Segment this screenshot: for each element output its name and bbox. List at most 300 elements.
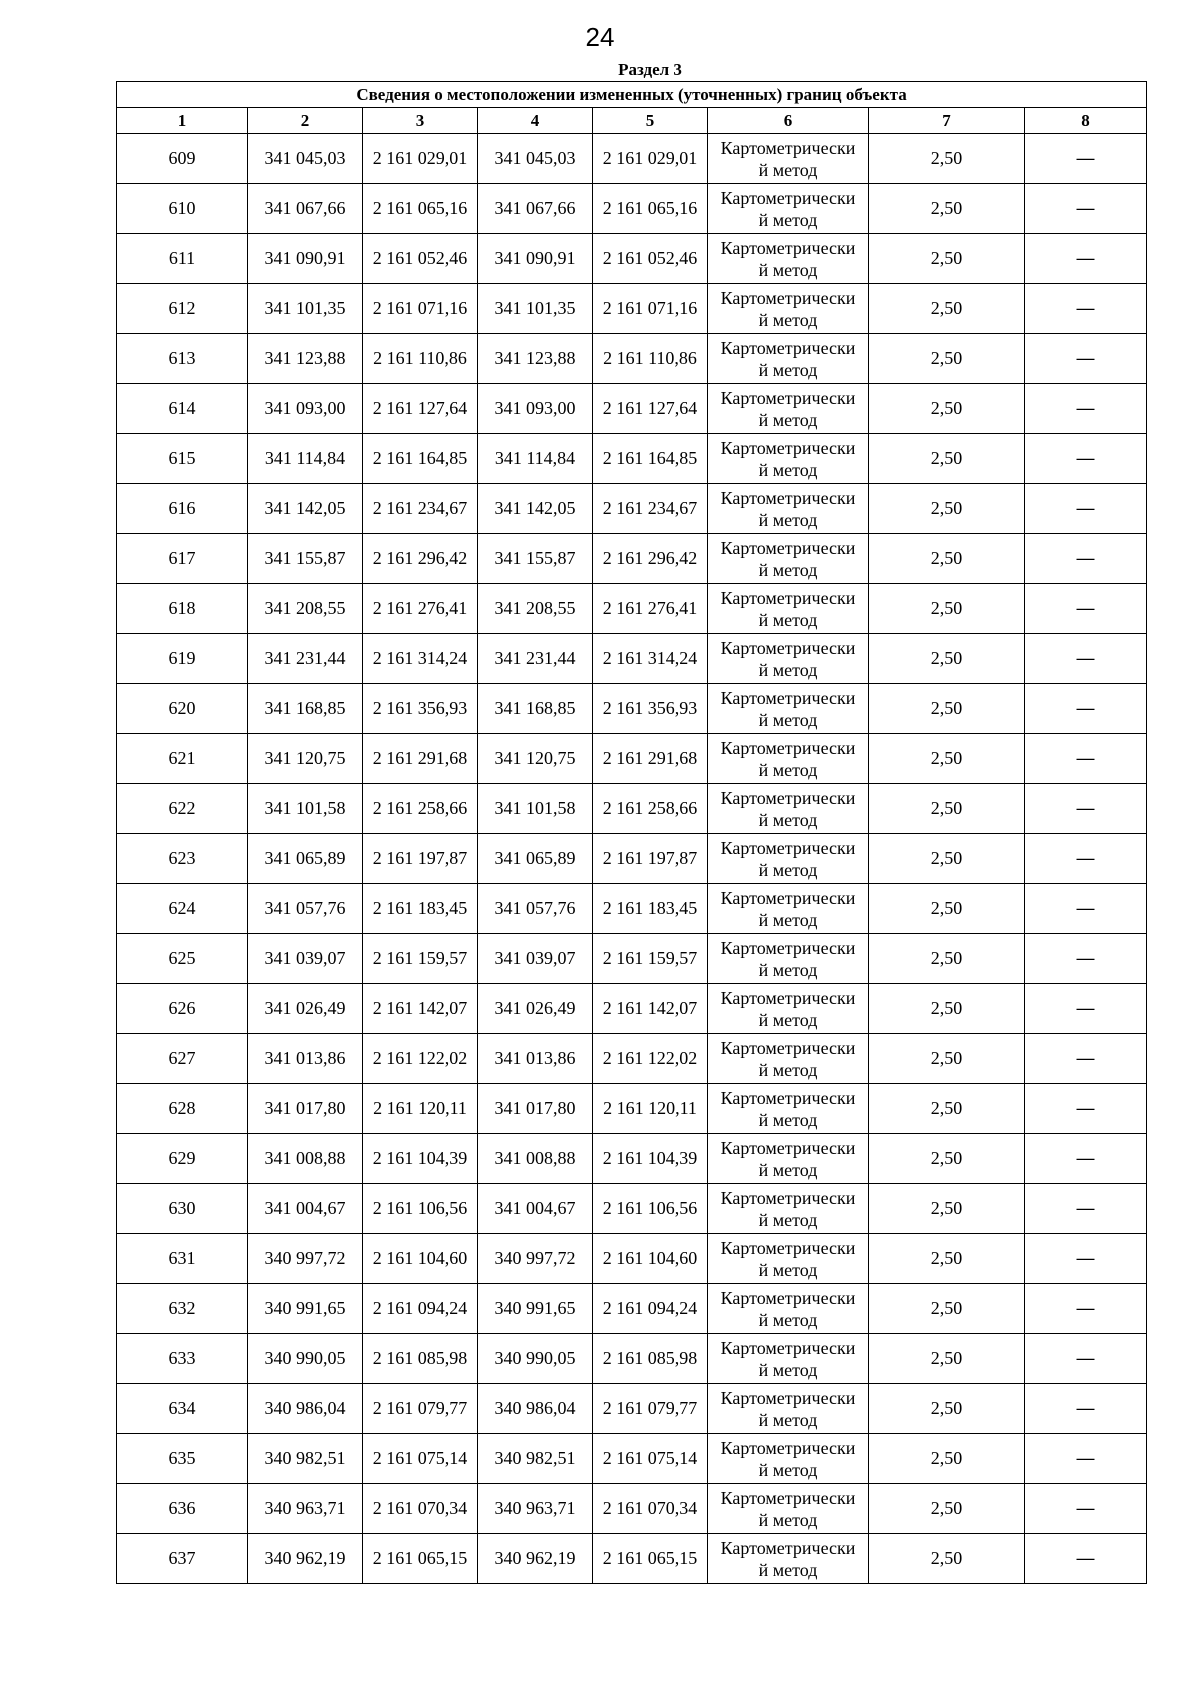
y-existing-cell: 2 161 183,45 xyxy=(363,884,478,934)
method-text-line1: Картометрически xyxy=(720,787,856,808)
table-row xyxy=(117,1134,1147,1184)
x-new-cell: 340 962,19 xyxy=(478,1534,593,1584)
point-number-cell: 622 xyxy=(117,784,248,834)
method-cell xyxy=(708,534,869,584)
accuracy-cell: 2,50 xyxy=(869,734,1025,784)
x-existing-cell: 341 057,76 xyxy=(248,884,363,934)
method-text-line2: й метод xyxy=(758,859,818,880)
point-number-cell: 633 xyxy=(117,1334,248,1384)
point-number-cell: 624 xyxy=(117,884,248,934)
accuracy-cell: 2,50 xyxy=(869,934,1025,984)
y-new-cell: 2 161 296,42 xyxy=(593,534,708,584)
table-row xyxy=(117,1284,1147,1334)
method-text-line2: й метод xyxy=(758,1159,818,1180)
method-text-line1: Картометрически xyxy=(720,687,856,708)
note-cell: — xyxy=(1025,1034,1147,1084)
note-cell: — xyxy=(1025,1384,1147,1434)
accuracy-cell: 2,50 xyxy=(869,1234,1025,1284)
x-existing-cell: 341 013,86 xyxy=(248,1034,363,1084)
x-existing-cell: 341 039,07 xyxy=(248,934,363,984)
y-new-cell: 2 161 110,86 xyxy=(593,334,708,384)
x-new-cell: 341 114,84 xyxy=(478,434,593,484)
y-new-cell: 2 161 234,67 xyxy=(593,484,708,534)
table-row xyxy=(117,184,1147,234)
x-new-cell: 341 208,55 xyxy=(478,584,593,634)
y-new-cell: 2 161 071,16 xyxy=(593,284,708,334)
y-existing-cell: 2 161 110,86 xyxy=(363,334,478,384)
y-existing-cell: 2 161 142,07 xyxy=(363,984,478,1034)
x-existing-cell: 341 065,89 xyxy=(248,834,363,884)
y-existing-cell: 2 161 094,24 xyxy=(363,1284,478,1334)
accuracy-cell: 2,50 xyxy=(869,984,1025,1034)
x-new-cell: 341 142,05 xyxy=(478,484,593,534)
x-new-cell: 341 067,66 xyxy=(478,184,593,234)
method-text-line1: Картометрически xyxy=(720,387,856,408)
table-row xyxy=(117,584,1147,634)
x-new-cell: 340 986,04 xyxy=(478,1384,593,1434)
note-cell: — xyxy=(1025,1234,1147,1284)
accuracy-cell: 2,50 xyxy=(869,1534,1025,1584)
x-existing-cell: 340 991,65 xyxy=(248,1284,363,1334)
method-text-line2: й метод xyxy=(758,1509,818,1530)
method-text-line1: Картометрически xyxy=(720,887,856,908)
point-number-cell: 625 xyxy=(117,934,248,984)
note-cell: — xyxy=(1025,1434,1147,1484)
x-new-cell: 341 101,58 xyxy=(478,784,593,834)
table-row xyxy=(117,934,1147,984)
accuracy-cell: 2,50 xyxy=(869,1134,1025,1184)
x-existing-cell: 341 155,87 xyxy=(248,534,363,584)
accuracy-cell: 2,50 xyxy=(869,1184,1025,1234)
x-existing-cell: 340 982,51 xyxy=(248,1434,363,1484)
y-new-cell: 2 161 052,46 xyxy=(593,234,708,284)
x-new-cell: 341 057,76 xyxy=(478,884,593,934)
method-text-line1: Картометрически xyxy=(720,1087,856,1108)
y-new-cell: 2 161 142,07 xyxy=(593,984,708,1034)
method-cell xyxy=(708,1234,869,1284)
point-number-cell: 629 xyxy=(117,1134,248,1184)
x-new-cell: 341 008,88 xyxy=(478,1134,593,1184)
note-cell: — xyxy=(1025,734,1147,784)
x-existing-cell: 340 962,19 xyxy=(248,1534,363,1584)
note-cell: — xyxy=(1025,1084,1147,1134)
note-cell: — xyxy=(1025,1184,1147,1234)
method-text-line2: й метод xyxy=(758,559,818,580)
method-text-line1: Картометрически xyxy=(720,937,856,958)
note-cell: — xyxy=(1025,1484,1147,1534)
accuracy-cell: 2,50 xyxy=(869,684,1025,734)
method-text-line1: Картометрически xyxy=(720,1537,856,1558)
y-existing-cell: 2 161 164,85 xyxy=(363,434,478,484)
method-cell xyxy=(708,634,869,684)
method-cell xyxy=(708,384,869,434)
table-row xyxy=(117,634,1147,684)
note-cell: — xyxy=(1025,1534,1147,1584)
column-header-4: 4 xyxy=(478,108,593,134)
method-cell xyxy=(708,1184,869,1234)
y-new-cell: 2 161 291,68 xyxy=(593,734,708,784)
x-new-cell: 341 045,03 xyxy=(478,134,593,184)
column-header-7: 7 xyxy=(869,108,1025,134)
method-text-line2: й метод xyxy=(758,209,818,230)
method-text-line2: й метод xyxy=(758,1359,818,1380)
x-existing-cell: 341 026,49 xyxy=(248,984,363,1034)
method-text-line2: й метод xyxy=(758,509,818,530)
method-cell xyxy=(708,434,869,484)
y-existing-cell: 2 161 065,15 xyxy=(363,1534,478,1584)
accuracy-cell: 2,50 xyxy=(869,534,1025,584)
x-existing-cell: 341 208,55 xyxy=(248,584,363,634)
method-text-line2: й метод xyxy=(758,1009,818,1030)
point-number-cell: 611 xyxy=(117,234,248,284)
method-text-line1: Картометрически xyxy=(720,1237,856,1258)
point-number-cell: 626 xyxy=(117,984,248,1034)
method-cell xyxy=(708,134,869,184)
point-number-cell: 614 xyxy=(117,384,248,434)
accuracy-cell: 2,50 xyxy=(869,1384,1025,1434)
x-new-cell: 341 120,75 xyxy=(478,734,593,784)
y-new-cell: 2 161 094,24 xyxy=(593,1284,708,1334)
table-row xyxy=(117,1034,1147,1084)
method-text-line1: Картометрически xyxy=(720,1337,856,1358)
y-existing-cell: 2 161 070,34 xyxy=(363,1484,478,1534)
method-text-line1: Картометрически xyxy=(720,137,856,158)
y-new-cell: 2 161 070,34 xyxy=(593,1484,708,1534)
table-row xyxy=(117,1334,1147,1384)
x-new-cell: 340 982,51 xyxy=(478,1434,593,1484)
x-new-cell: 341 004,67 xyxy=(478,1184,593,1234)
method-text-line2: й метод xyxy=(758,1409,818,1430)
accuracy-cell: 2,50 xyxy=(869,334,1025,384)
method-text-line1: Картометрически xyxy=(720,337,856,358)
table-row xyxy=(117,384,1147,434)
method-text-line2: й метод xyxy=(758,1109,818,1130)
note-cell: — xyxy=(1025,234,1147,284)
method-text-line2: й метод xyxy=(758,959,818,980)
y-existing-cell: 2 161 104,60 xyxy=(363,1234,478,1284)
method-text-line2: й метод xyxy=(758,359,818,380)
y-existing-cell: 2 161 085,98 xyxy=(363,1334,478,1384)
method-text-line1: Картометрически xyxy=(720,1487,856,1508)
y-new-cell: 2 161 164,85 xyxy=(593,434,708,484)
note-cell: — xyxy=(1025,584,1147,634)
point-number-cell: 618 xyxy=(117,584,248,634)
table-row xyxy=(117,1184,1147,1234)
method-text-line1: Картометрически xyxy=(720,637,856,658)
column-number-row xyxy=(117,108,1147,134)
y-new-cell: 2 161 122,02 xyxy=(593,1034,708,1084)
point-number-cell: 630 xyxy=(117,1184,248,1234)
method-cell xyxy=(708,734,869,784)
method-text-line2: й метод xyxy=(758,1059,818,1080)
method-cell xyxy=(708,234,869,284)
x-existing-cell: 341 231,44 xyxy=(248,634,363,684)
x-new-cell: 341 039,07 xyxy=(478,934,593,984)
method-text-line2: й метод xyxy=(758,809,818,830)
point-number-cell: 632 xyxy=(117,1284,248,1334)
accuracy-cell: 2,50 xyxy=(869,634,1025,684)
table-row xyxy=(117,984,1147,1034)
note-cell: — xyxy=(1025,834,1147,884)
x-new-cell: 340 997,72 xyxy=(478,1234,593,1284)
point-number-cell: 620 xyxy=(117,684,248,734)
x-existing-cell: 341 004,67 xyxy=(248,1184,363,1234)
point-number-cell: 619 xyxy=(117,634,248,684)
y-existing-cell: 2 161 258,66 xyxy=(363,784,478,834)
y-new-cell: 2 161 104,60 xyxy=(593,1234,708,1284)
method-cell xyxy=(708,1034,869,1084)
x-new-cell: 340 990,05 xyxy=(478,1334,593,1384)
method-text-line1: Картометрически xyxy=(720,1287,856,1308)
y-new-cell: 2 161 104,39 xyxy=(593,1134,708,1184)
x-new-cell: 341 168,85 xyxy=(478,684,593,734)
point-number-cell: 623 xyxy=(117,834,248,884)
note-cell: — xyxy=(1025,984,1147,1034)
method-cell xyxy=(708,484,869,534)
method-cell xyxy=(708,1334,869,1384)
accuracy-cell: 2,50 xyxy=(869,1434,1025,1484)
note-cell: — xyxy=(1025,134,1147,184)
section-title: Раздел 3 xyxy=(618,60,682,79)
point-number-cell: 634 xyxy=(117,1384,248,1434)
note-cell: — xyxy=(1025,284,1147,334)
y-new-cell: 2 161 120,11 xyxy=(593,1084,708,1134)
y-new-cell: 2 161 079,77 xyxy=(593,1384,708,1434)
y-new-cell: 2 161 029,01 xyxy=(593,134,708,184)
y-existing-cell: 2 161 071,16 xyxy=(363,284,478,334)
column-header-2: 2 xyxy=(248,108,363,134)
x-existing-cell: 341 114,84 xyxy=(248,434,363,484)
y-new-cell: 2 161 356,93 xyxy=(593,684,708,734)
column-header-1: 1 xyxy=(117,108,248,134)
point-number-cell: 615 xyxy=(117,434,248,484)
table-row xyxy=(117,1384,1147,1434)
method-cell xyxy=(708,984,869,1034)
table-row xyxy=(117,1534,1147,1584)
point-number-cell: 609 xyxy=(117,134,248,184)
method-text-line2: й метод xyxy=(758,1209,818,1230)
note-cell: — xyxy=(1025,634,1147,684)
point-number-cell: 617 xyxy=(117,534,248,584)
note-cell: — xyxy=(1025,534,1147,584)
y-existing-cell: 2 161 276,41 xyxy=(363,584,478,634)
method-cell xyxy=(708,784,869,834)
table-body xyxy=(117,134,1147,1584)
x-existing-cell: 341 008,88 xyxy=(248,1134,363,1184)
table-row xyxy=(117,784,1147,834)
y-new-cell: 2 161 127,64 xyxy=(593,384,708,434)
x-new-cell: 341 231,44 xyxy=(478,634,593,684)
point-number-cell: 627 xyxy=(117,1034,248,1084)
point-number-cell: 628 xyxy=(117,1084,248,1134)
boundary-coordinates-table xyxy=(116,81,1147,1584)
method-text-line2: й метод xyxy=(758,159,818,180)
x-existing-cell: 340 990,05 xyxy=(248,1334,363,1384)
point-number-cell: 621 xyxy=(117,734,248,784)
method-text-line2: й метод xyxy=(758,909,818,930)
method-cell xyxy=(708,684,869,734)
y-new-cell: 2 161 183,45 xyxy=(593,884,708,934)
table-row xyxy=(117,834,1147,884)
accuracy-cell: 2,50 xyxy=(869,834,1025,884)
note-cell: — xyxy=(1025,334,1147,384)
accuracy-cell: 2,50 xyxy=(869,584,1025,634)
x-existing-cell: 341 093,00 xyxy=(248,384,363,434)
x-new-cell: 341 026,49 xyxy=(478,984,593,1034)
x-new-cell: 340 963,71 xyxy=(478,1484,593,1534)
point-number-cell: 610 xyxy=(117,184,248,234)
y-new-cell: 2 161 106,56 xyxy=(593,1184,708,1234)
y-new-cell: 2 161 085,98 xyxy=(593,1334,708,1384)
y-existing-cell: 2 161 106,56 xyxy=(363,1184,478,1234)
note-cell: — xyxy=(1025,1134,1147,1184)
table-caption: Сведения о местоположении измененных (уточненных) границ объекта xyxy=(117,82,1147,108)
y-new-cell: 2 161 276,41 xyxy=(593,584,708,634)
method-text-line1: Картометрически xyxy=(720,1137,856,1158)
method-text-line1: Картометрически xyxy=(720,437,856,458)
x-new-cell: 341 101,35 xyxy=(478,284,593,334)
x-existing-cell: 340 986,04 xyxy=(248,1384,363,1434)
table-row xyxy=(117,534,1147,584)
method-cell xyxy=(708,334,869,384)
method-text-line2: й метод xyxy=(758,309,818,330)
y-existing-cell: 2 161 159,57 xyxy=(363,934,478,984)
y-existing-cell: 2 161 291,68 xyxy=(363,734,478,784)
x-existing-cell: 341 017,80 xyxy=(248,1084,363,1134)
page-number: 24 xyxy=(585,22,615,52)
table-row xyxy=(117,1084,1147,1134)
method-cell xyxy=(708,1134,869,1184)
method-cell xyxy=(708,1434,869,1484)
method-text-line1: Картометрически xyxy=(720,1037,856,1058)
note-cell: — xyxy=(1025,184,1147,234)
note-cell: — xyxy=(1025,784,1147,834)
method-text-line2: й метод xyxy=(758,259,818,280)
y-existing-cell: 2 161 356,93 xyxy=(363,684,478,734)
method-cell xyxy=(708,184,869,234)
accuracy-cell: 2,50 xyxy=(869,484,1025,534)
column-header-5: 5 xyxy=(593,108,708,134)
method-cell xyxy=(708,1284,869,1334)
point-number-cell: 631 xyxy=(117,1234,248,1284)
x-new-cell: 341 093,00 xyxy=(478,384,593,434)
table-row xyxy=(117,684,1147,734)
method-text-line2: й метод xyxy=(758,659,818,680)
y-existing-cell: 2 161 075,14 xyxy=(363,1434,478,1484)
accuracy-cell: 2,50 xyxy=(869,784,1025,834)
method-cell xyxy=(708,1534,869,1584)
y-new-cell: 2 161 065,16 xyxy=(593,184,708,234)
table-row xyxy=(117,484,1147,534)
accuracy-cell: 2,50 xyxy=(869,1084,1025,1134)
accuracy-cell: 2,50 xyxy=(869,434,1025,484)
x-existing-cell: 341 123,88 xyxy=(248,334,363,384)
table-row xyxy=(117,1484,1147,1534)
note-cell: — xyxy=(1025,384,1147,434)
method-text-line2: й метод xyxy=(758,609,818,630)
method-text-line1: Картометрически xyxy=(720,537,856,558)
accuracy-cell: 2,50 xyxy=(869,384,1025,434)
y-new-cell: 2 161 258,66 xyxy=(593,784,708,834)
method-text-line2: й метод xyxy=(758,1459,818,1480)
method-text-line1: Картометрически xyxy=(720,187,856,208)
column-header-6: 6 xyxy=(708,108,869,134)
method-cell xyxy=(708,834,869,884)
y-new-cell: 2 161 159,57 xyxy=(593,934,708,984)
y-new-cell: 2 161 065,15 xyxy=(593,1534,708,1584)
y-existing-cell: 2 161 314,24 xyxy=(363,634,478,684)
x-new-cell: 340 991,65 xyxy=(478,1284,593,1334)
method-text-line2: й метод xyxy=(758,409,818,430)
y-new-cell: 2 161 075,14 xyxy=(593,1434,708,1484)
method-text-line1: Картометрически xyxy=(720,587,856,608)
accuracy-cell: 2,50 xyxy=(869,134,1025,184)
method-text-line2: й метод xyxy=(758,459,818,480)
method-cell xyxy=(708,284,869,334)
x-new-cell: 341 017,80 xyxy=(478,1084,593,1134)
table-row xyxy=(117,284,1147,334)
method-text-line2: й метод xyxy=(758,1309,818,1330)
table-row xyxy=(117,234,1147,284)
y-existing-cell: 2 161 065,16 xyxy=(363,184,478,234)
x-existing-cell: 341 120,75 xyxy=(248,734,363,784)
x-existing-cell: 341 101,58 xyxy=(248,784,363,834)
y-existing-cell: 2 161 122,02 xyxy=(363,1034,478,1084)
method-cell xyxy=(708,1084,869,1134)
method-text-line1: Картометрически xyxy=(720,487,856,508)
point-number-cell: 635 xyxy=(117,1434,248,1484)
accuracy-cell: 2,50 xyxy=(869,184,1025,234)
y-existing-cell: 2 161 197,87 xyxy=(363,834,478,884)
method-text-line1: Картометрически xyxy=(720,1387,856,1408)
x-new-cell: 341 155,87 xyxy=(478,534,593,584)
table-row xyxy=(117,334,1147,384)
note-cell: — xyxy=(1025,1334,1147,1384)
point-number-cell: 612 xyxy=(117,284,248,334)
y-existing-cell: 2 161 296,42 xyxy=(363,534,478,584)
method-cell xyxy=(708,1484,869,1534)
accuracy-cell: 2,50 xyxy=(869,284,1025,334)
point-number-cell: 613 xyxy=(117,334,248,384)
column-header-8: 8 xyxy=(1025,108,1147,134)
y-new-cell: 2 161 314,24 xyxy=(593,634,708,684)
method-text-line2: й метод xyxy=(758,709,818,730)
table-row xyxy=(117,884,1147,934)
method-cell xyxy=(708,584,869,634)
note-cell: — xyxy=(1025,684,1147,734)
method-cell xyxy=(708,884,869,934)
point-number-cell: 637 xyxy=(117,1534,248,1584)
y-existing-cell: 2 161 052,46 xyxy=(363,234,478,284)
method-text-line1: Картометрически xyxy=(720,237,856,258)
table-row xyxy=(117,1434,1147,1484)
table-row xyxy=(117,734,1147,784)
x-new-cell: 341 065,89 xyxy=(478,834,593,884)
x-existing-cell: 341 090,91 xyxy=(248,234,363,284)
x-existing-cell: 340 963,71 xyxy=(248,1484,363,1534)
y-existing-cell: 2 161 127,64 xyxy=(363,384,478,434)
method-text-line1: Картометрически xyxy=(720,1437,856,1458)
method-cell xyxy=(708,934,869,984)
x-existing-cell: 341 067,66 xyxy=(248,184,363,234)
x-new-cell: 341 013,86 xyxy=(478,1034,593,1084)
x-existing-cell: 340 997,72 xyxy=(248,1234,363,1284)
accuracy-cell: 2,50 xyxy=(869,1334,1025,1384)
method-text-line1: Картометрически xyxy=(720,837,856,858)
y-new-cell: 2 161 197,87 xyxy=(593,834,708,884)
accuracy-cell: 2,50 xyxy=(869,884,1025,934)
y-existing-cell: 2 161 120,11 xyxy=(363,1084,478,1134)
